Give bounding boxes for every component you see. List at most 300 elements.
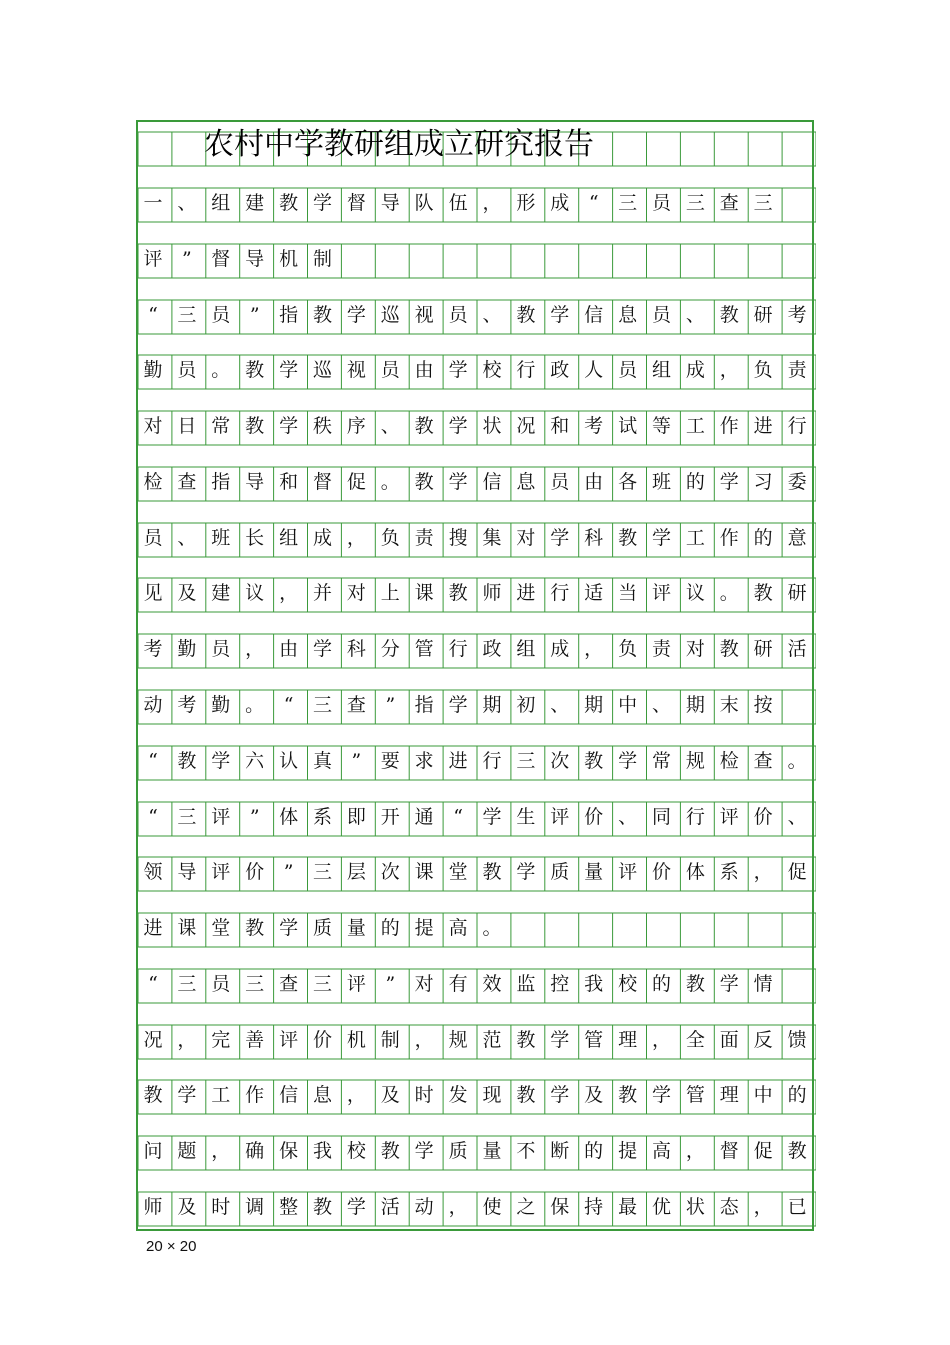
grid-char: 教 bbox=[482, 861, 502, 883]
grid-char: 学 bbox=[448, 694, 468, 716]
grid-char: 促 bbox=[753, 1140, 773, 1162]
grid-char: 当 bbox=[618, 582, 638, 604]
grid-char: 完 bbox=[211, 1029, 231, 1051]
grid-char: 认 bbox=[279, 750, 299, 772]
grid-char: 作 bbox=[719, 415, 739, 437]
grid-char: 评 bbox=[143, 248, 163, 270]
grid-char: 量 bbox=[584, 861, 604, 883]
grid-char: 进 bbox=[448, 750, 468, 772]
grid-char: 学 bbox=[550, 304, 570, 326]
grid-char: 日 bbox=[177, 415, 197, 437]
grid-char: 三 bbox=[245, 973, 265, 995]
grid-char: 学 bbox=[279, 359, 299, 381]
grid-char: 员 bbox=[177, 359, 197, 381]
grid-char: 序 bbox=[346, 415, 366, 437]
grid-char: 价 bbox=[753, 806, 773, 828]
grid-char: 员 bbox=[380, 359, 400, 381]
grid-char: 堂 bbox=[448, 861, 468, 883]
grid-char: ， bbox=[753, 861, 773, 883]
grid-char: 问 bbox=[143, 1140, 163, 1162]
grid-char: 科 bbox=[346, 638, 366, 660]
grid-char: 学 bbox=[177, 1084, 197, 1106]
grid-char: 同 bbox=[651, 806, 671, 828]
grid-char: 的 bbox=[584, 1140, 604, 1162]
grid-char: 教 bbox=[414, 415, 434, 437]
grid-char: 教 bbox=[719, 638, 739, 660]
grid-char: 系 bbox=[312, 806, 332, 828]
grid-char: 研 bbox=[753, 304, 773, 326]
document-title: 农村中学教研组成立研究报告 bbox=[204, 127, 594, 162]
grid-char: 体 bbox=[685, 861, 705, 883]
grid-char: 面 bbox=[719, 1029, 739, 1051]
grid-char: 行 bbox=[482, 750, 502, 772]
grid-char: 学 bbox=[618, 750, 638, 772]
grid-char: 体 bbox=[279, 806, 299, 828]
grid-char: 。 bbox=[211, 359, 231, 381]
grid-char: ， bbox=[346, 1084, 366, 1106]
grid-char: 考 bbox=[143, 638, 163, 660]
grid-char: 习 bbox=[753, 471, 773, 493]
grid-char: ， bbox=[685, 1140, 705, 1162]
grid-char: 况 bbox=[516, 415, 536, 437]
grid-char: 效 bbox=[482, 973, 502, 995]
grid-char: 课 bbox=[177, 917, 197, 939]
grid-char: ， bbox=[584, 638, 604, 660]
grid-char: 查 bbox=[346, 694, 366, 716]
grid-char: 员 bbox=[618, 359, 638, 381]
grid-char: 促 bbox=[787, 861, 807, 883]
grid-char: 教 bbox=[516, 1029, 536, 1051]
grid-char: 等 bbox=[651, 415, 671, 437]
grid-char: 员 bbox=[448, 304, 468, 326]
grid-char: 对 bbox=[516, 527, 536, 549]
grid-char: 常 bbox=[651, 750, 671, 772]
grid-char: “ bbox=[588, 192, 599, 214]
grid-char: 动 bbox=[143, 694, 163, 716]
grid-char: 况 bbox=[143, 1029, 163, 1051]
grid-char: 查 bbox=[719, 192, 739, 214]
grid-char: 学 bbox=[550, 1084, 570, 1106]
grid-char: 及 bbox=[584, 1084, 604, 1106]
grid-char: 三 bbox=[312, 973, 332, 995]
grid-char: 督 bbox=[719, 1140, 739, 1162]
grid-char: 试 bbox=[618, 415, 638, 437]
grid-char: 查 bbox=[753, 750, 773, 772]
grid-char: 态 bbox=[719, 1196, 739, 1218]
grid-char: ” bbox=[249, 806, 260, 828]
grid-char: 价 bbox=[651, 861, 671, 883]
grid-char: 搜 bbox=[448, 527, 468, 549]
grid-char: 意 bbox=[787, 527, 807, 549]
grid-char: 组 bbox=[516, 638, 536, 660]
grid-char: ， bbox=[279, 582, 299, 604]
grid-char: 导 bbox=[177, 861, 197, 883]
grid-char: 进 bbox=[516, 582, 536, 604]
grid-char: 教 bbox=[719, 304, 739, 326]
grid-char: 课 bbox=[414, 861, 434, 883]
grid-char: 建 bbox=[211, 582, 231, 604]
grid-char: 员 bbox=[211, 304, 231, 326]
grid-char: 教 bbox=[143, 1084, 163, 1106]
grid-char: 学 bbox=[312, 638, 332, 660]
grid-char: 学 bbox=[346, 1196, 366, 1218]
grid-char: 校 bbox=[618, 973, 638, 995]
grid-char: “ bbox=[148, 304, 158, 326]
grid-char: 委 bbox=[787, 471, 807, 493]
grid-char: 指 bbox=[279, 304, 299, 326]
grid-char: 系 bbox=[719, 861, 739, 883]
grid-char: 三 bbox=[312, 694, 332, 716]
grid-char: 信 bbox=[279, 1084, 299, 1106]
grid-char: 校 bbox=[482, 359, 502, 381]
grid-char: 员 bbox=[550, 471, 570, 493]
grid-char: 责 bbox=[414, 527, 434, 549]
grid-char: 巡 bbox=[380, 304, 400, 326]
grid-char: 机 bbox=[279, 248, 299, 270]
grid-char: 督 bbox=[346, 192, 366, 214]
grid-char: 负 bbox=[380, 527, 400, 549]
grid-char: 三 bbox=[753, 192, 773, 214]
grid-char: 高 bbox=[448, 917, 468, 939]
grid-char: 、 bbox=[651, 694, 671, 716]
grid-char: 控 bbox=[550, 973, 570, 995]
grid-char: 考 bbox=[177, 694, 197, 716]
grid-char: 员 bbox=[143, 527, 163, 549]
grid-char: 教 bbox=[685, 973, 705, 995]
grid-char: 由 bbox=[279, 638, 299, 660]
grid-char: 通 bbox=[414, 806, 434, 828]
grid-char: 信 bbox=[584, 304, 604, 326]
grid-char: 息 bbox=[312, 1084, 332, 1106]
grid-char: 议 bbox=[245, 582, 265, 604]
grid-char: 并 bbox=[312, 582, 332, 604]
grid-char: 理 bbox=[719, 1084, 739, 1106]
grid-char: 评 bbox=[719, 806, 739, 828]
grid-char: 监 bbox=[516, 973, 536, 995]
grid-char: 情 bbox=[753, 973, 773, 995]
grid-char: 查 bbox=[279, 973, 299, 995]
grid-char: 员 bbox=[211, 973, 231, 995]
grid-char: 师 bbox=[143, 1196, 163, 1218]
grid-char: 期 bbox=[685, 694, 705, 716]
grid-char: 价 bbox=[312, 1029, 332, 1051]
grid-char: 开 bbox=[380, 806, 400, 828]
grid-char: 学 bbox=[211, 750, 231, 772]
grid-char: ” bbox=[385, 694, 396, 716]
grid-char: 保 bbox=[279, 1140, 299, 1162]
grid-char: 的 bbox=[651, 973, 671, 995]
grid-char: 制 bbox=[312, 248, 332, 270]
grid-char: 议 bbox=[685, 582, 705, 604]
grid-char: 反 bbox=[753, 1029, 773, 1051]
grid-char: 层 bbox=[346, 861, 366, 883]
grid-char: 学 bbox=[550, 1029, 570, 1051]
grid-char: 学 bbox=[312, 192, 332, 214]
grid-char: 作 bbox=[719, 527, 739, 549]
grid-char: 见 bbox=[143, 582, 163, 604]
grid-char: 学 bbox=[719, 471, 739, 493]
grid-char: 现 bbox=[482, 1084, 502, 1106]
grid-char: 视 bbox=[346, 359, 366, 381]
grid-char: 全 bbox=[685, 1029, 705, 1051]
grid-char: 上 bbox=[380, 582, 400, 604]
grid-char: 三 bbox=[685, 192, 705, 214]
grid-char: 高 bbox=[651, 1140, 671, 1162]
grid-char: 行 bbox=[448, 638, 468, 660]
grid-char: 时 bbox=[414, 1084, 434, 1106]
grid-char: 学 bbox=[482, 806, 502, 828]
grid-char: 评 bbox=[651, 582, 671, 604]
grid-char: 进 bbox=[143, 917, 163, 939]
grid-char: “ bbox=[148, 750, 158, 772]
grid-char: 行 bbox=[516, 359, 536, 381]
grid-char: 教 bbox=[448, 582, 468, 604]
grid-char: 秩 bbox=[312, 415, 332, 437]
grid-char: 集 bbox=[482, 527, 502, 549]
grid-char: 负 bbox=[753, 359, 773, 381]
grid-char: 质 bbox=[448, 1140, 468, 1162]
grid-char: ， bbox=[753, 1196, 773, 1218]
grid-char: ， bbox=[211, 1140, 231, 1162]
grid-char: 导 bbox=[245, 471, 265, 493]
grid-char: 评 bbox=[211, 861, 231, 883]
grid-char: 促 bbox=[346, 471, 366, 493]
grid-char: 制 bbox=[380, 1029, 400, 1051]
grid-char: 学 bbox=[651, 1084, 671, 1106]
grid-char: 有 bbox=[448, 973, 468, 995]
grid-char: 队 bbox=[414, 192, 434, 214]
grid-char: ” bbox=[182, 248, 192, 270]
grid-char: 由 bbox=[414, 359, 434, 381]
grid-char: 学 bbox=[448, 359, 468, 381]
grid-char: 理 bbox=[618, 1029, 638, 1051]
grid-char: 状 bbox=[482, 415, 502, 437]
grid-char: 及 bbox=[177, 582, 197, 604]
grid-char: 对 bbox=[143, 415, 163, 437]
grid-char: 检 bbox=[719, 750, 739, 772]
grid-char: 视 bbox=[414, 304, 434, 326]
grid-char: 按 bbox=[753, 694, 773, 716]
grid-char: 优 bbox=[651, 1196, 671, 1218]
grid-char: 调 bbox=[245, 1196, 265, 1218]
grid-char: 三 bbox=[177, 304, 197, 326]
grid-char: 分 bbox=[380, 638, 400, 660]
grid-char: 要 bbox=[380, 750, 400, 772]
grid-char: 期 bbox=[482, 694, 502, 716]
grid-char: 六 bbox=[245, 750, 265, 772]
grid-char: 导 bbox=[245, 248, 265, 270]
grid-char: 负 bbox=[618, 638, 638, 660]
grid-char: 。 bbox=[380, 471, 400, 493]
grid-char: 政 bbox=[482, 638, 502, 660]
grid-char: ， bbox=[177, 1029, 197, 1051]
grid-char: 求 bbox=[414, 750, 434, 772]
grid-char: 作 bbox=[245, 1084, 265, 1106]
grid-char: ， bbox=[448, 1196, 468, 1218]
grid-char: 及 bbox=[177, 1196, 197, 1218]
grid-char: 的 bbox=[685, 471, 705, 493]
grid-char: 馈 bbox=[787, 1029, 807, 1051]
grid-char: “ bbox=[148, 973, 158, 995]
grid-char: ， bbox=[414, 1029, 434, 1051]
grid-char: 成 bbox=[312, 527, 332, 549]
grid-char: 及 bbox=[380, 1084, 400, 1106]
grid-char: 真 bbox=[312, 750, 332, 772]
grid-char: ， bbox=[482, 192, 502, 214]
grid-char: 活 bbox=[380, 1196, 400, 1218]
grid-char: 、 bbox=[482, 304, 502, 326]
grid-char: 。 bbox=[482, 917, 502, 939]
grid-char: ” bbox=[283, 861, 294, 883]
grid-char: 动 bbox=[414, 1196, 434, 1218]
grid-char: 。 bbox=[787, 750, 807, 772]
grid-char: 保 bbox=[550, 1196, 570, 1218]
grid-char: 管 bbox=[584, 1029, 604, 1051]
grid-char: 校 bbox=[346, 1140, 366, 1162]
grid-char: 最 bbox=[618, 1196, 638, 1218]
grid-char: 三 bbox=[618, 192, 638, 214]
grid-char: 勤 bbox=[177, 638, 197, 660]
grid-char: 学 bbox=[651, 527, 671, 549]
grid-char: ” bbox=[249, 304, 260, 326]
grid-char: 、 bbox=[177, 192, 197, 214]
grid-char: 工 bbox=[685, 527, 705, 549]
grid-char: 三 bbox=[516, 750, 536, 772]
grid-char: 、 bbox=[618, 806, 638, 828]
grid-char: 教 bbox=[753, 582, 773, 604]
grid-char: 我 bbox=[312, 1140, 332, 1162]
grid-char: 善 bbox=[245, 1029, 265, 1051]
grid-char: 教 bbox=[584, 750, 604, 772]
grid-char: 行 bbox=[550, 582, 570, 604]
grid-char: 考 bbox=[787, 304, 807, 326]
grid-char: 堂 bbox=[211, 917, 231, 939]
grid-char: 即 bbox=[346, 806, 366, 828]
grid-char: “ bbox=[453, 806, 463, 828]
grid-char: 次 bbox=[550, 750, 570, 772]
grid-char: ” bbox=[351, 750, 362, 772]
grid-char: 研 bbox=[753, 638, 773, 660]
grid-char: 质 bbox=[312, 917, 332, 939]
grid-char: 长 bbox=[245, 527, 265, 549]
grid-char: 行 bbox=[787, 415, 807, 437]
grid-char: 和 bbox=[279, 471, 299, 493]
grid-char: 教 bbox=[516, 304, 536, 326]
grid-char: 教 bbox=[787, 1140, 807, 1162]
grid-char: 考 bbox=[584, 415, 604, 437]
grid-char: 常 bbox=[211, 415, 231, 437]
grid-char: 规 bbox=[448, 1029, 468, 1051]
grid-char: 成 bbox=[685, 359, 705, 381]
grid-char: 建 bbox=[245, 192, 265, 214]
grid-char: 督 bbox=[211, 248, 231, 270]
grid-char: 我 bbox=[584, 973, 604, 995]
grid-char: 确 bbox=[245, 1140, 265, 1162]
grid-char: 管 bbox=[685, 1084, 705, 1106]
grid-char: 学 bbox=[346, 304, 366, 326]
grid-size-label: 20 × 20 bbox=[146, 1238, 197, 1255]
grid-char: 时 bbox=[211, 1196, 231, 1218]
grid-char: ， bbox=[651, 1029, 671, 1051]
grid-char: 对 bbox=[685, 638, 705, 660]
grid-char: 期 bbox=[584, 694, 604, 716]
grid-char: 范 bbox=[482, 1029, 502, 1051]
grid-char: 政 bbox=[550, 359, 570, 381]
grid-char: 中 bbox=[618, 694, 638, 716]
grid-char: 学 bbox=[448, 471, 468, 493]
grid-char: 和 bbox=[550, 415, 570, 437]
grid-char: 进 bbox=[753, 415, 773, 437]
grid-char: 提 bbox=[414, 917, 434, 939]
grid-char: 研 bbox=[787, 582, 807, 604]
grid-char: ” bbox=[385, 973, 396, 995]
grid-char: 人 bbox=[584, 359, 604, 381]
grid-char: 导 bbox=[380, 192, 400, 214]
grid-char: 整 bbox=[279, 1196, 299, 1218]
grid-char: 评 bbox=[618, 861, 638, 883]
grid-char: 适 bbox=[584, 582, 604, 604]
grid-char: 教 bbox=[279, 192, 299, 214]
grid-char: 行 bbox=[685, 806, 705, 828]
grid-char: 班 bbox=[211, 527, 231, 549]
grid-char: 评 bbox=[211, 806, 231, 828]
grid-char: 一 bbox=[143, 192, 163, 214]
grid-char: 工 bbox=[211, 1084, 231, 1106]
grid-char: 之 bbox=[516, 1196, 536, 1218]
grid-char: 评 bbox=[550, 806, 570, 828]
grid-char: 科 bbox=[584, 527, 604, 549]
grid-char: 勤 bbox=[211, 694, 231, 716]
grid-char: 学 bbox=[279, 415, 299, 437]
grid-char: 提 bbox=[618, 1140, 638, 1162]
grid-char: 教 bbox=[618, 527, 638, 549]
grid-char: 规 bbox=[685, 750, 705, 772]
grid-char: 的 bbox=[787, 1084, 807, 1106]
grid-char: 初 bbox=[516, 694, 536, 716]
grid-char: 状 bbox=[685, 1196, 705, 1218]
grid-char: 教 bbox=[380, 1140, 400, 1162]
grid-char: 伍 bbox=[448, 192, 468, 214]
grid-char: 责 bbox=[651, 638, 671, 660]
grid-char: 各 bbox=[618, 471, 638, 493]
grid-char: 学 bbox=[279, 917, 299, 939]
grid-char: 学 bbox=[719, 973, 739, 995]
grid-char: 成 bbox=[550, 192, 570, 214]
grid-char: 。 bbox=[245, 694, 265, 716]
grid-char: 成 bbox=[550, 638, 570, 660]
grid-char: 课 bbox=[414, 582, 434, 604]
grid-char: 管 bbox=[414, 638, 434, 660]
grid-char: 三 bbox=[177, 806, 197, 828]
grid-char: 。 bbox=[719, 582, 739, 604]
grid-char: 的 bbox=[380, 917, 400, 939]
grid-char: 中 bbox=[753, 1084, 773, 1106]
grid-char: 质 bbox=[550, 861, 570, 883]
grid-char: “ bbox=[148, 806, 158, 828]
grid-char: 、 bbox=[685, 304, 705, 326]
grid-char: 持 bbox=[584, 1196, 604, 1218]
grid-char: 巡 bbox=[312, 359, 332, 381]
grid-char: 指 bbox=[211, 471, 231, 493]
grid-char: 教 bbox=[245, 917, 265, 939]
grid-char: 三 bbox=[312, 861, 332, 883]
grid-char: 不 bbox=[516, 1140, 536, 1162]
grid-char: 组 bbox=[279, 527, 299, 549]
grid-char: 使 bbox=[482, 1196, 502, 1218]
grid-char: 断 bbox=[550, 1140, 570, 1162]
grid-char: 责 bbox=[787, 359, 807, 381]
grid-char: 班 bbox=[651, 471, 671, 493]
